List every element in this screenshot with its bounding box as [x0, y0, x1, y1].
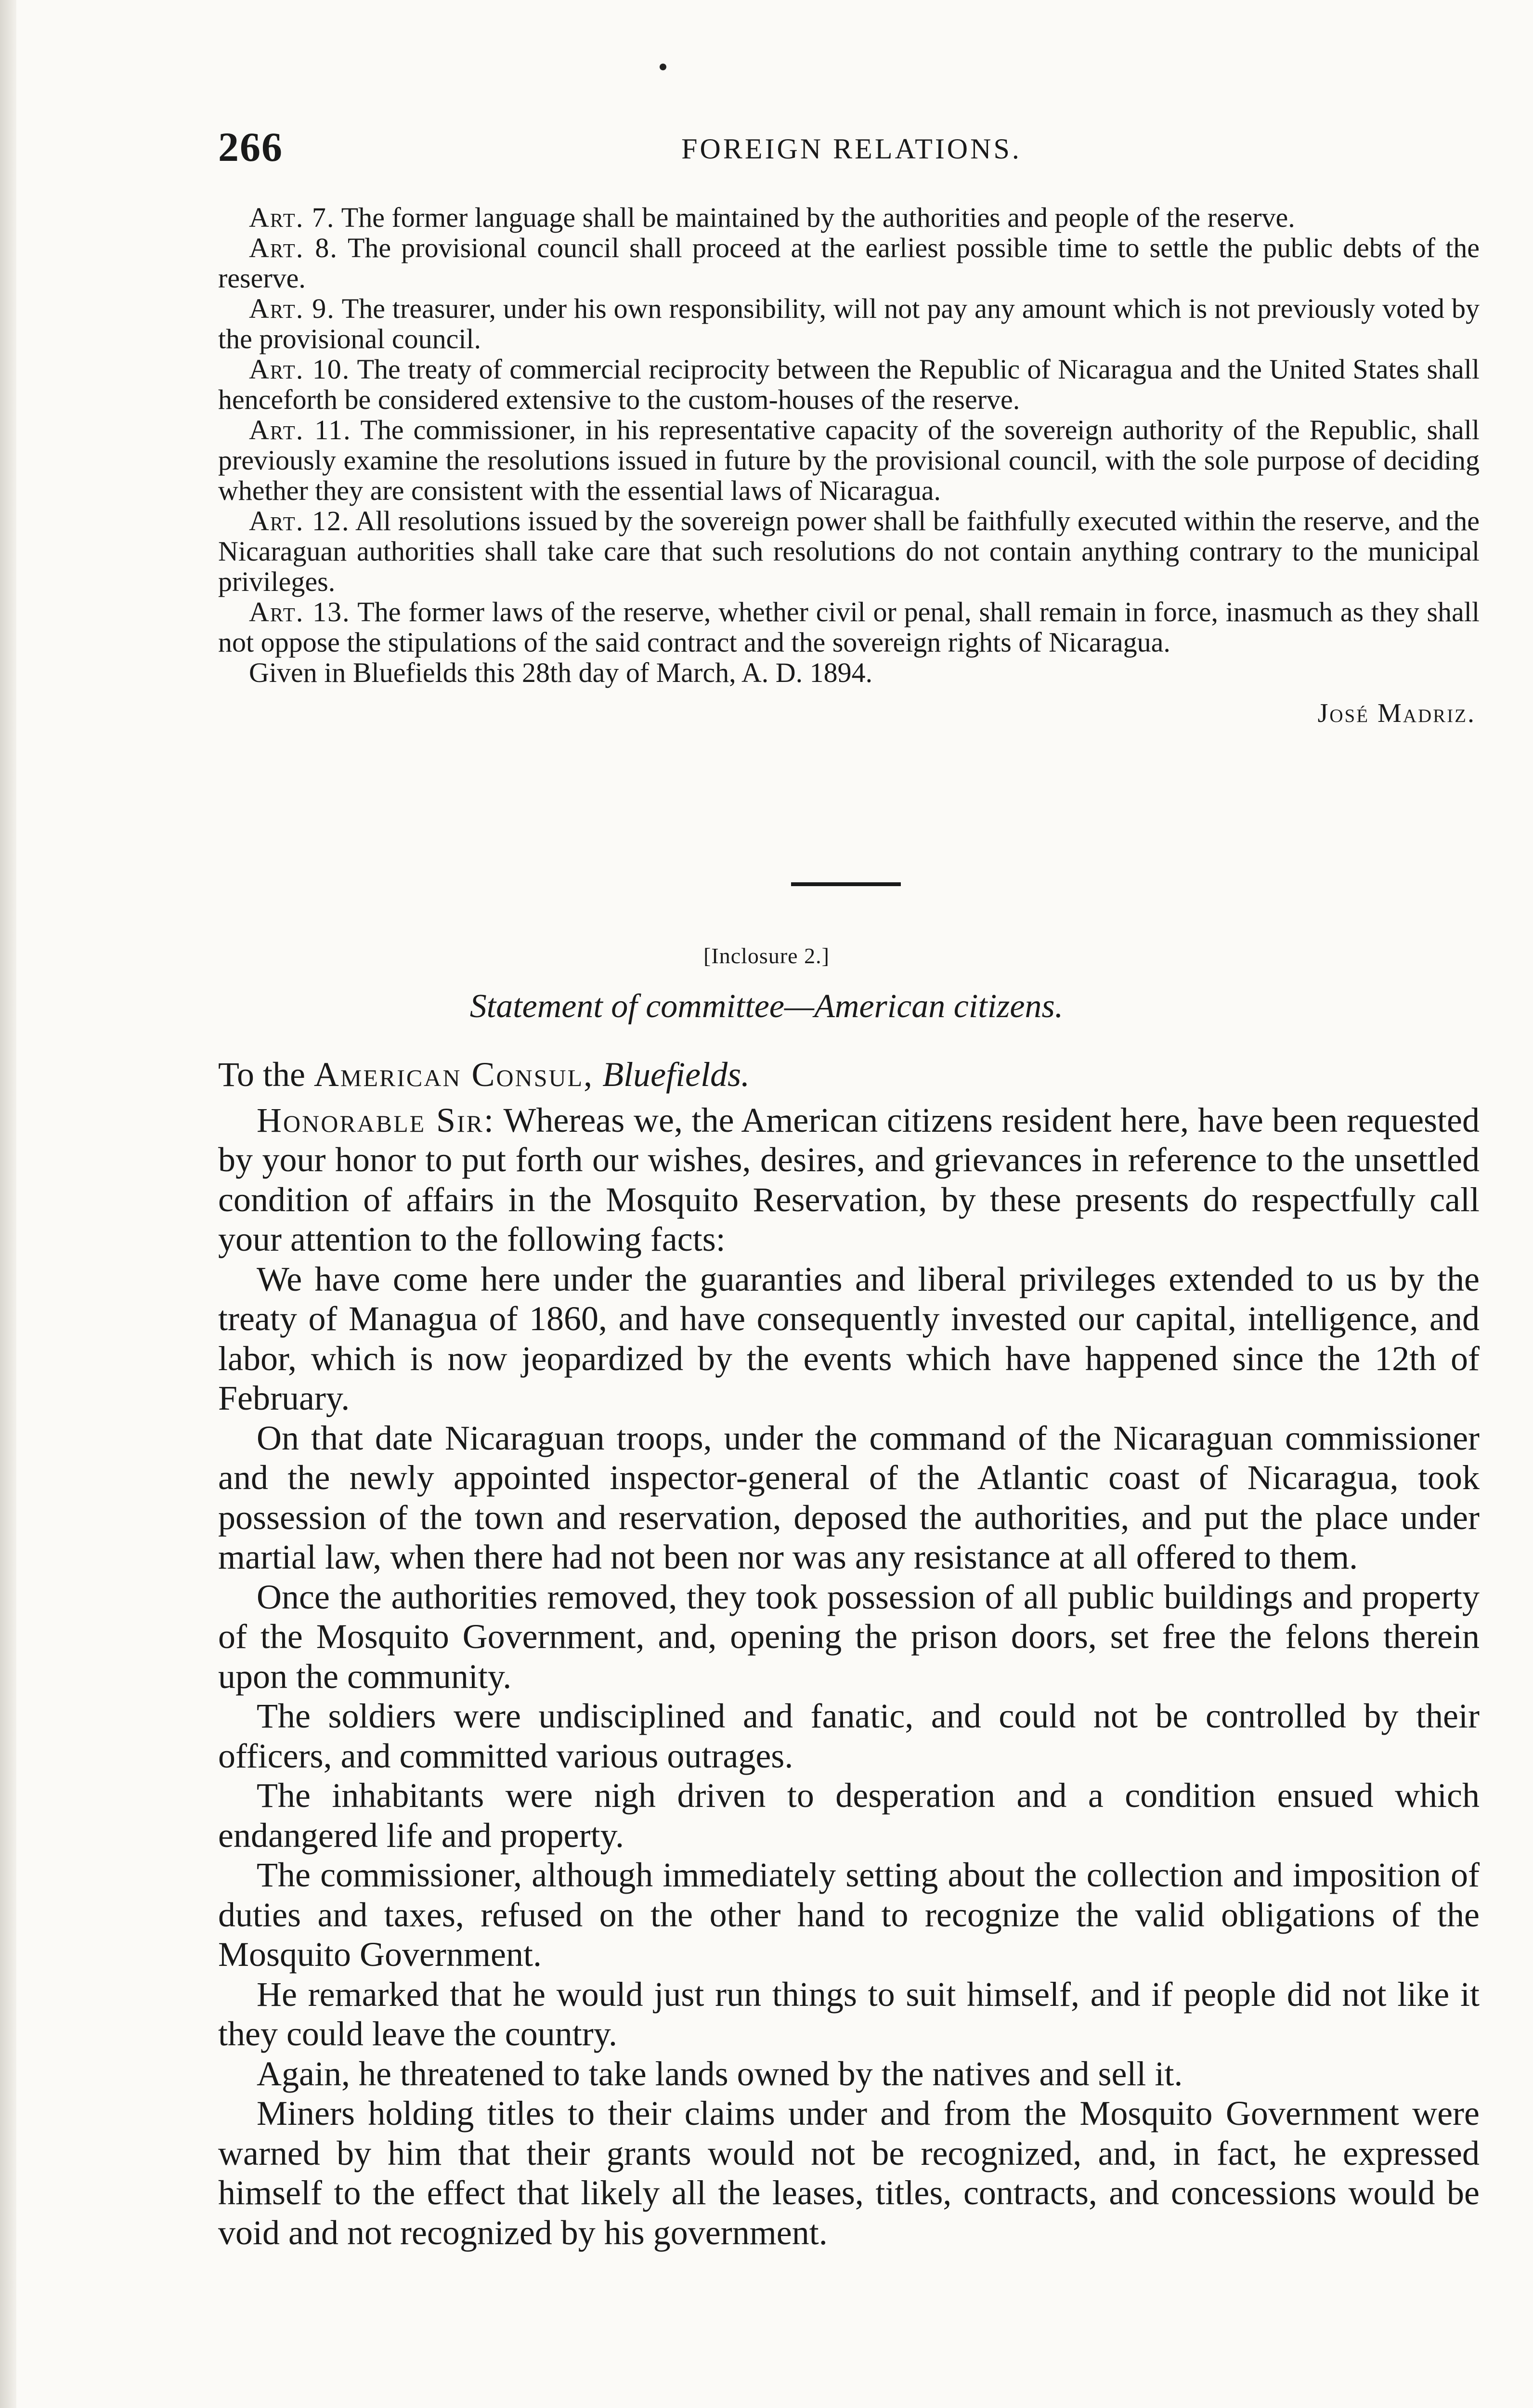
section-divider — [791, 882, 901, 886]
given-line: Given in Bluefields this 28th day of March, A. D. 1894. — [249, 657, 873, 688]
article-text: The treaty of commercial reciprocity between the Republic of Nicaragua and the United States shall henceforth be considered extensive to the custom-houses of the reserve. — [218, 353, 1480, 415]
paragraph-2: We have come here under the guaranties and liberal privileges extended to us by the treaty of Managua of 1860, and have consequently invested our capital, intelligence, and labor, which is now jeopardized by the events which have happened since the 12th of February. — [218, 1259, 1480, 1417]
article-7 — [218, 202, 1480, 233]
article-label: Art. 13. — [249, 596, 351, 628]
article-text: The commissioner, in his representative capacity of the sovereign authority of the Republic, shall previously examine the resolutions issued in future by the provisional council, with the sole purpose of deciding whether they are consistent with the essential laws of Nicaragua. — [218, 414, 1480, 506]
article-10 — [218, 354, 1480, 415]
paragraph-7: The commissioner, although immediately setting about the collection and imposition of duties and taxes, refused on the other hand to recognize the valid obligations of the Mosquito Government. — [218, 1856, 1480, 1974]
greeting: Honorable Sir: — [257, 1100, 495, 1139]
article-label: Art. 7. — [249, 202, 335, 233]
article-text: All resolutions issued by the sovereign power shall be faithfully executed within the reserve, and the Nicaraguan authorities shall take care that such resolutions do not contain anything contrary to the municipal privileges. — [218, 505, 1480, 597]
salutation-place: Bluefields. — [602, 1055, 750, 1094]
article-label: Art. 9. — [249, 293, 335, 324]
paragraph-10: Miners holding titles to their claims under and from the Mosquito Government were warned by him that their grants would not be recognized, and, in fact, he expressed himself to the effect that likely all the leases, titles, contracts, and concessions would be void and not recognized by his government. — [218, 2094, 1480, 2252]
page-edge — [0, 0, 16, 2408]
salutation — [218, 1055, 1480, 1095]
article-8 — [218, 233, 1480, 293]
paragraph-text: Whereas we, the American citizens resident here, have been requested by your honor to put forth our wishes, desires, and grievances in reference to the unsettled condition of affairs in the Mosquito Reservation, by these presents do respectfully call your attention to the following facts: — [218, 1100, 1480, 1258]
signature: José Madriz. — [1317, 698, 1476, 728]
paragraph-1 — [218, 1100, 1480, 1259]
article-text: The provisional council shall proceed at the earliest possible time to settle the public debts of the reserve. — [218, 232, 1480, 294]
paragraph-5: The soldiers were undisciplined and fanatic, and could not be controlled by their officers, and committed various outrages. — [218, 1697, 1480, 1775]
salutation-to: To the — [218, 1055, 305, 1094]
letter-body — [218, 1055, 1480, 2252]
paragraph-3: On that date Nicaraguan troops, under the command of the Nicaraguan commissioner and the newly appointed inspector-general of the Atlantic coast of Nicaragua, took possession of the town and reservation, deposed the authorities, and put the place under martial law, when there had not been nor was any resistance at all offered to them. — [218, 1418, 1480, 1576]
article-13 — [218, 597, 1480, 657]
running-title: FOREIGN RELATIONS. — [681, 133, 1022, 165]
paragraph-8: He remarked that he would just run things to suit himself, and if people did not like it they could leave the country. — [218, 1975, 1480, 2053]
paragraph-6: The inhabitants were nigh driven to desperation and a condition ensued which endangered life and property. — [218, 1776, 1480, 1855]
article-9 — [218, 293, 1480, 354]
paragraph-4: Once the authorities removed, they took possession of all public buildings and property of the Mosquito Government, and, opening the prison doors, set free the felons therein upon the community. — [218, 1577, 1480, 1696]
page-header — [218, 123, 1485, 176]
article-label: Art. 10. — [249, 353, 351, 385]
article-label: Art. 12. — [249, 505, 350, 537]
article-label: Art. 8. — [249, 232, 338, 263]
articles-section — [218, 202, 1480, 729]
article-12 — [218, 506, 1480, 597]
article-text: The former laws of the reserve, whether civil or penal, shall remain in force, inasmuch as they shall not oppose the stipulations of the said contract and the sovereign rights of Nicaragua. — [218, 596, 1480, 658]
salutation-addressee: American Consul, — [313, 1055, 594, 1094]
article-label: Art. 11. — [249, 414, 351, 445]
paragraph-9: Again, he threatened to take lands owned by the natives and sell it. — [257, 2054, 1183, 2093]
article-11 — [218, 415, 1480, 506]
inclosure-label: [Inclosure 2.] — [703, 943, 830, 968]
page-number: 266 — [218, 124, 283, 170]
statement-heading: Statement of committee—American citizens. — [469, 988, 1064, 1025]
printer-mark — [660, 64, 666, 70]
article-text: The former language shall be maintained by the authorities and people of the reserve. — [341, 202, 1295, 233]
article-text: The treasurer, under his own responsibility, will not pay any amount which is not previously voted by the provisional council. — [218, 293, 1480, 354]
